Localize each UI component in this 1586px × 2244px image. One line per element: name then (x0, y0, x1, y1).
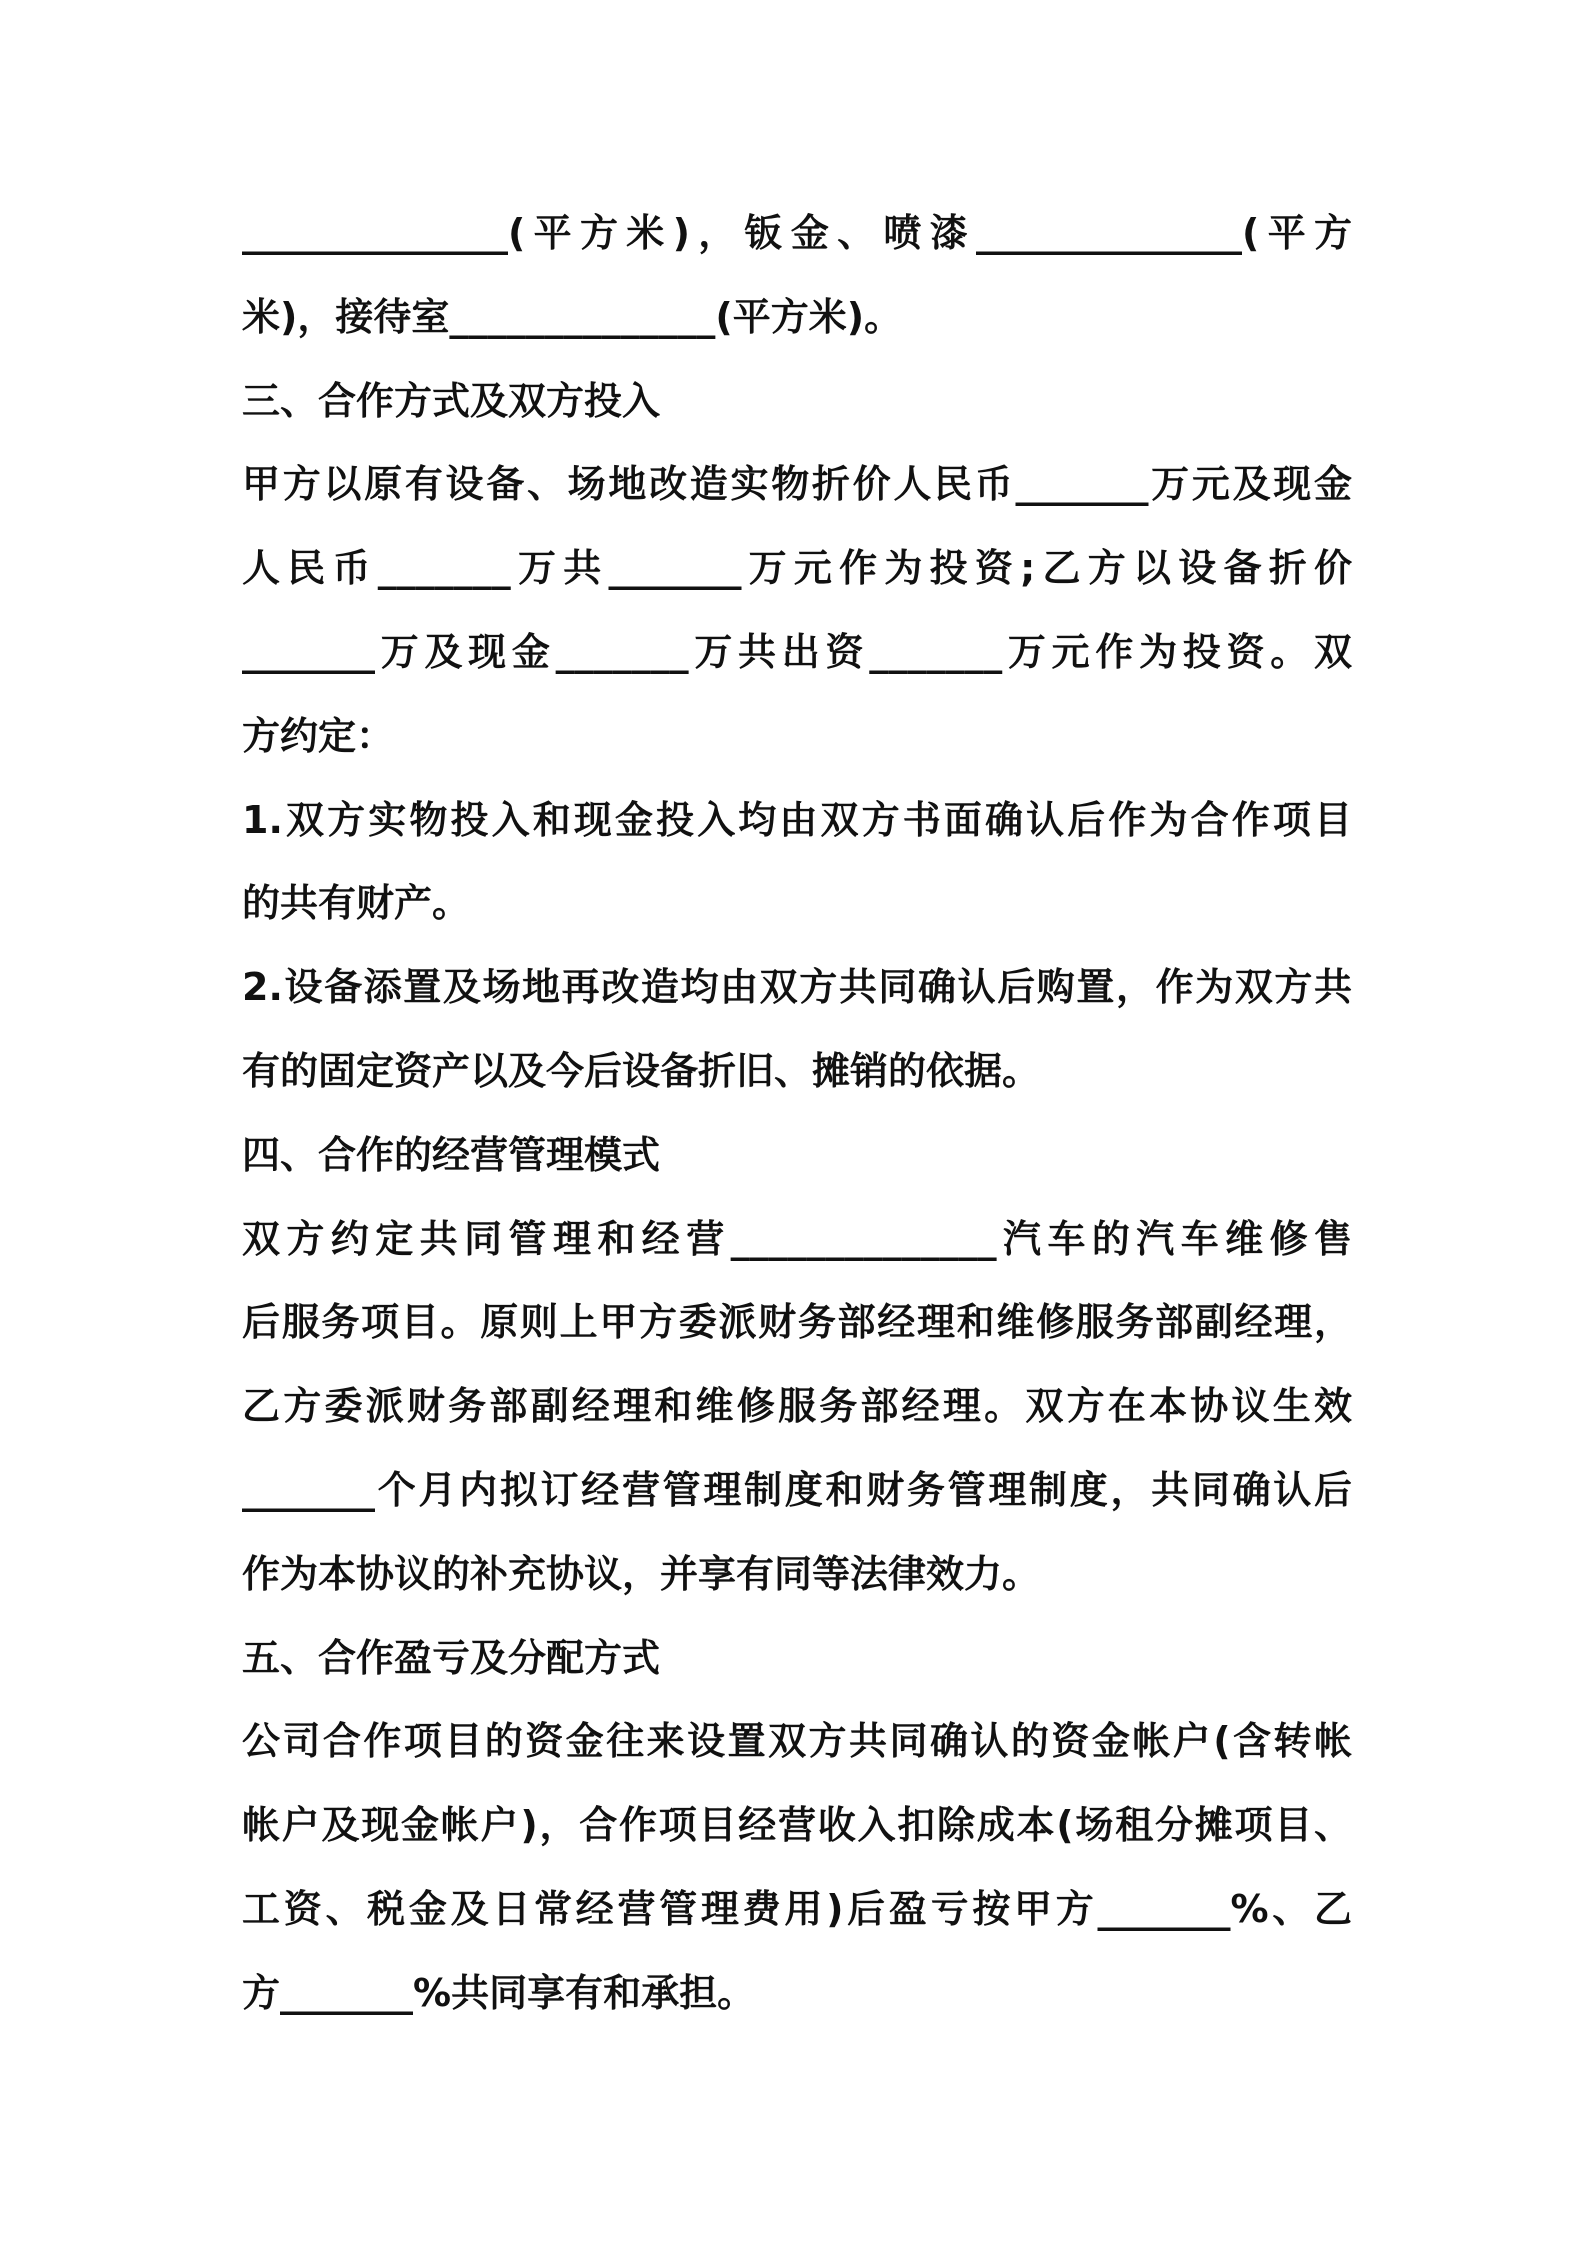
text-line: 方约定： (242, 713, 395, 758)
text-line: 公司合作项目的资金往来设置双方共同确认的资金帐户(含转帐 (242, 1719, 1352, 1764)
text-line: 2.设备添置及场地再改造均由双方共同确认后购置，作为双方共 (242, 965, 1352, 1010)
text-line: 帐户及现金帐户)，合作项目经营收入扣除成本(场租分摊项目、 (242, 1803, 1352, 1848)
text-line: 1.双方实物投入和现金投入均由双方书面确认后作为合作项目 (242, 797, 1352, 842)
text-line: 有的固定资产以及今后设备折旧、摊销的依据。 (242, 1048, 1041, 1093)
section-heading: 五、合作盈亏及分配方式 (242, 1635, 661, 1680)
text-line: 作为本协议的补充协议，并享有同等法律效力。 (242, 1551, 1041, 1596)
text-line: 方_______%共同享有和承担。 (242, 1970, 756, 2015)
text-line: ______________(平方米)，钣金、喷漆______________(平方 (242, 211, 1352, 255)
text-line: 甲方以原有设备、场地改造实物折价人民币_______万元及现金 (242, 462, 1352, 507)
section-heading: 四、合作的经营管理模式 (242, 1132, 661, 1177)
document-body (242, 192, 1352, 2036)
text-line: 乙方委派财务部副经理和维修服务部经理。双方在本协议生效 (242, 1384, 1352, 1429)
section-heading: 三、合作方式及双方投入 (242, 378, 661, 423)
text-line: 双方约定共同管理和经营______________汽车的汽车维修售 (242, 1216, 1352, 1261)
text-line: 人民币_______万共_______万元作为投资;乙方以设备折价 (242, 546, 1352, 591)
text-line: 米)，接待室______________(平方米)。 (242, 294, 903, 339)
text-line: 的共有财产。 (242, 881, 471, 926)
text-line: _______万及现金_______万共出资_______万元作为投资。双 (242, 629, 1352, 674)
text-line: 工资、税金及日常经营管理费用)后盈亏按甲方_______%、乙 (242, 1886, 1352, 1931)
text-line: 后服务项目。原则上甲方委派财务部经理和维修服务部副经理， (242, 1300, 1352, 1345)
text-line: _______个月内拟订经营管理制度和财务管理制度，共同确认后 (242, 1467, 1352, 1512)
